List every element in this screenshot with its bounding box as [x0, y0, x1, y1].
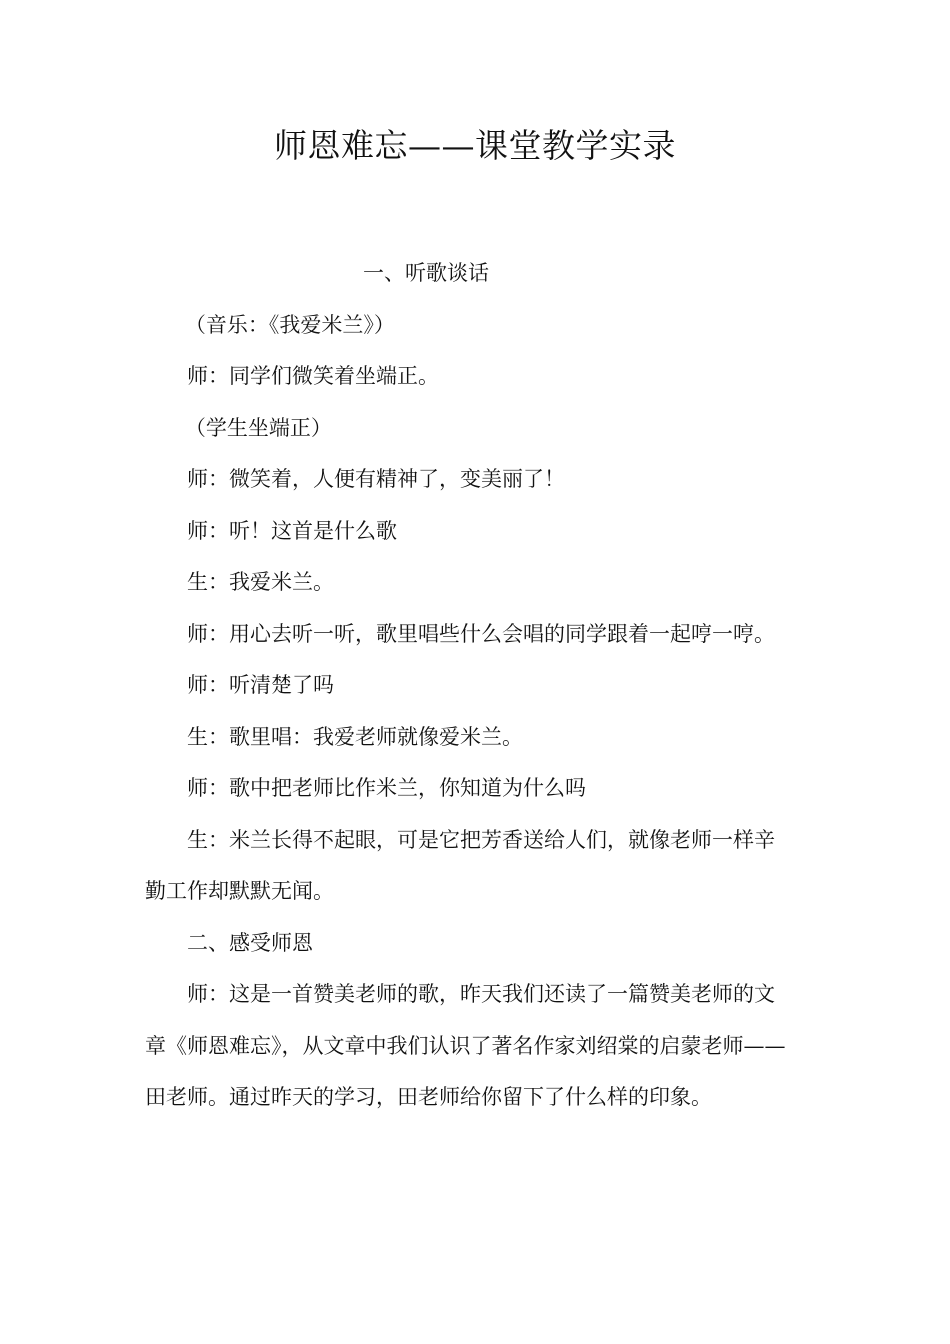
dialogue-line: 生：米兰长得不起眼，可是它把芳香送给人们，就像老师一样辛勤工作却默默无闻。 [145, 827, 775, 903]
dialogue-line: 师：歌中把老师比作米兰，你知道为什么吗 [187, 776, 586, 800]
stage-direction-music: （音乐：《我爱米兰》） [184, 312, 395, 337]
dialogue-line: 师：同学们微笑着坐端正。 [187, 364, 439, 388]
dialogue-line: 生：歌里唱：我爱老师就像爱米兰。 [187, 724, 523, 749]
document-body [145, 248, 795, 1124]
dialogue-line: 师：听清楚了吗 [187, 673, 334, 697]
section-heading-2: 二、感受师恩 [187, 930, 313, 955]
stage-direction-students: （学生坐端正） [184, 415, 332, 440]
document-title: 师恩难忘——课堂教学实录 [274, 126, 676, 165]
dialogue-line: 师：这是一首赞美老师的歌，昨天我们还读了一篇赞美老师的文章《师恩难忘》，从文章中我们认识了著名作家刘绍棠的启蒙老师——田老师。通过昨天的学习，田老师给你留下了什么样的印象。 [145, 982, 786, 1109]
dialogue-line: 师：微笑着，人便有精神了，变美丽了！ [187, 467, 565, 491]
dialogue-line: 师：用心去听一听，歌里唱些什么会唱的同学跟着一起哼一哼。 [187, 621, 775, 646]
section-heading-1: 一、听歌谈话 [363, 261, 489, 285]
dialogue-line: 生：我爱米兰。 [187, 570, 334, 594]
dialogue-line: 师：听！这首是什么歌 [187, 518, 397, 543]
